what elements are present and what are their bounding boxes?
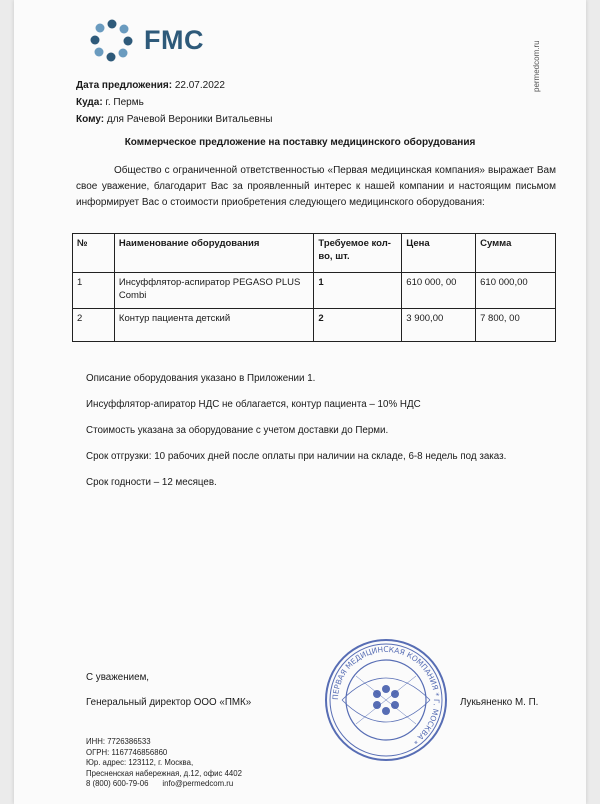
side-url: permedcom.ru xyxy=(532,40,541,92)
equipment-table xyxy=(72,233,556,342)
note-vat: Инсуффлятор-апиратор НДС не облагается, контур пациента – 10% НДС xyxy=(86,399,421,410)
stamp-ring-text: ПЕРВАЯ МЕДИЦИНСКАЯ КОМПАНИЯ * Г. МОСКВА * xyxy=(330,644,442,747)
terms-notes xyxy=(86,371,556,501)
row-price: 3 900,00 xyxy=(402,309,476,342)
footer-contacts xyxy=(86,779,242,790)
intro-paragraph xyxy=(76,163,556,211)
seal-icon xyxy=(322,636,450,764)
table-row xyxy=(73,273,556,309)
row-price: 610 000, 00 xyxy=(402,273,476,309)
row-qty: 2 xyxy=(314,309,402,342)
whom-value: для Рачевой Вероники Витальевны xyxy=(104,114,273,125)
footer-email: info@permedcom.ru xyxy=(162,779,234,788)
row-name: Контур пациента детский xyxy=(114,309,314,342)
note-description: Описание оборудования указано в Приложении 1. xyxy=(86,373,316,384)
row-number: 2 xyxy=(73,309,115,342)
table-header-row xyxy=(73,234,556,273)
footer-inn: ИНН: 7726386533 xyxy=(86,737,151,746)
row-sum: 7 800, 00 xyxy=(476,309,556,342)
table-row xyxy=(73,309,556,342)
logo-text: FMC xyxy=(144,24,204,55)
row-sum: 610 000,00 xyxy=(476,273,556,309)
company-details-footer xyxy=(86,737,242,790)
company-stamp xyxy=(322,636,450,769)
footer-address-1: Юр. адрес: 123112, г. Москва, xyxy=(86,758,194,767)
fmc-logo-icon xyxy=(90,18,134,62)
note-shelf-life: Срок годности – 12 месяцев. xyxy=(86,477,217,488)
col-price-header: Цена xyxy=(402,234,476,273)
row-name: Инсуффлятор-аспиратор PEGASO PLUS Combi xyxy=(114,273,314,309)
whom-line xyxy=(76,111,272,128)
date-label: Дата предложения: xyxy=(76,80,173,91)
col-qty-header: Требуемое кол-во, шт. xyxy=(314,234,402,273)
footer-phone: 8 (800) 600-79-06 xyxy=(86,779,149,788)
row-number: 1 xyxy=(73,273,115,309)
note-shipping-time: Срок отгрузки: 10 рабочих дней после оплаты при наличии на складе, 6-8 недель под заказ. xyxy=(86,451,507,462)
whom-label: Кому: xyxy=(76,114,105,125)
date-line xyxy=(76,77,272,94)
col-name-header: Наименование оборудования xyxy=(114,234,314,273)
date-value: 22.07.2022 xyxy=(172,80,225,91)
note-delivery: Стоимость указана за оборудование с учетом доставки до Перми. xyxy=(86,425,389,436)
to-label: Куда: xyxy=(76,97,103,108)
footer-address-2: Пресненская набережная, д.12, офис 4402 xyxy=(86,768,242,778)
to-line xyxy=(76,94,272,111)
offer-meta xyxy=(76,77,272,128)
col-sum-header: Сумма xyxy=(476,234,556,273)
row-qty: 1 xyxy=(314,273,402,309)
company-logo xyxy=(90,18,204,62)
signature-greeting: С уважением, xyxy=(86,672,150,683)
col-number-header: № xyxy=(73,234,115,273)
to-value: г. Пермь xyxy=(102,97,144,108)
intro-text: Общество с ограниченной ответственностью «Первая медицинская компания» выражает Вам свое уважение, благодарит Вас за проявленный интерес к нашей компании и настоящим письмом информирует Вас о стоимости приобретения следующего медицинского оборудования: xyxy=(76,165,556,208)
signature-name: Лукьяненко М. П. xyxy=(460,697,539,708)
document-title: Коммерческое предложение на поставку медицинского оборудования xyxy=(124,137,476,148)
signature-role: Генеральный директор ООО «ПМК» xyxy=(86,697,252,708)
footer-ogrn: ОГРН: 1167746856860 xyxy=(86,747,168,757)
